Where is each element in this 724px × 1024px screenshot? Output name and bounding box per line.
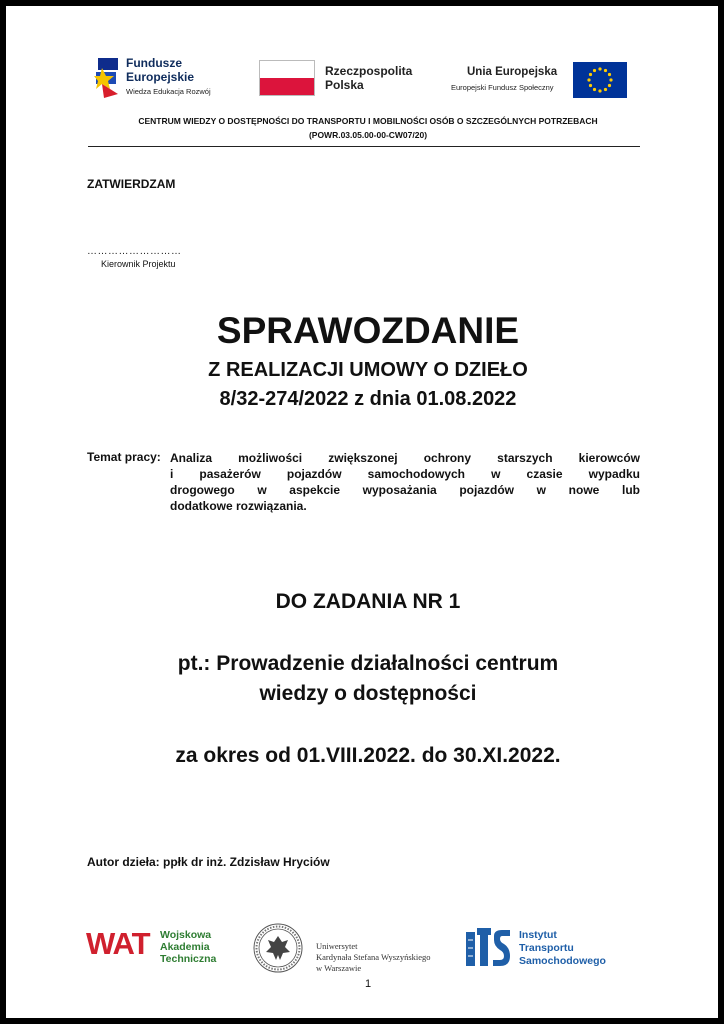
header-divider	[88, 146, 640, 147]
wat-mark: WAT	[86, 926, 150, 961]
rp-line2: Polska	[325, 78, 364, 92]
report-subtitle: Z REALIZACJI UMOWY O DZIEŁO	[208, 359, 528, 381]
topic-line1: Analiza możliwości zwiększonej ochrony starszych kierowców	[170, 451, 640, 465]
fe-star-icon	[94, 54, 120, 100]
wat-line3: Techniczna	[160, 953, 217, 965]
document-page	[6, 6, 718, 1018]
signatory-label: Kierownik Projektu	[101, 259, 176, 269]
uksw-line3: w Warszawie	[316, 963, 362, 973]
its-line2: Transportu	[519, 942, 574, 954]
wat-line2: Akademia	[160, 941, 210, 953]
eu-sub: Europejski Fundusz Społeczny	[451, 83, 554, 92]
fundusze-europejskie-logo	[94, 54, 234, 102]
rzeczpospolita-polska-logo	[259, 60, 429, 100]
contract-number: 8/32-274/2022 z dnia 01.08.2022	[219, 388, 517, 410]
task-period: za okres od 01.VIII.2022. do 30.XI.2022.	[175, 744, 561, 767]
topic-line4: dodatkowe rozwiązania.	[170, 499, 307, 513]
uksw-line1: Uniwersytet	[316, 941, 358, 951]
eu-title: Unia Europejska	[467, 66, 558, 78]
uksw-logo	[252, 922, 452, 978]
topic-text	[170, 450, 640, 514]
fe-logo-line2: Europejskie	[126, 70, 195, 84]
polish-flag-icon	[259, 60, 315, 96]
page-number: 1	[364, 978, 372, 990]
uksw-line2: Kardynała Stefana Wyszyńskiego	[316, 952, 431, 962]
task-heading: DO ZADANIA NR 1	[275, 590, 461, 613]
task-name-line2: wiedzy o dostępności	[259, 682, 477, 705]
topic-line3: drogowego w aspekcie wyposażania pojazdów w nowe lub	[170, 483, 640, 497]
eu-flag-icon	[573, 62, 627, 98]
its-mark-icon	[464, 926, 512, 970]
center-name-line2: (POWR.03.05.00-00-CW07/20)	[308, 130, 428, 140]
task-name-line1: pt.: Prowadzenie działalności centrum	[177, 652, 559, 675]
its-line1: Instytut	[519, 929, 557, 941]
signature-dots: ………………………	[87, 246, 182, 257]
fe-logo-sub: Wiedza Edukacja Rozwój	[126, 87, 211, 96]
topic-label: Temat pracy:	[87, 450, 161, 464]
uksw-seal-icon	[252, 922, 304, 974]
report-title: SPRAWOZDANIE	[216, 310, 520, 351]
rp-line1: Rzeczpospolita	[325, 64, 413, 78]
fe-logo-line1: Fundusze	[126, 56, 182, 70]
center-name-line1: CENTRUM WIEDZY O DOSTĘPNOŚCI DO TRANSPORTU I MOBILNOŚCI OSÓB O SZCZEGÓLNYCH POTRZEBACH	[138, 116, 598, 126]
unia-europejska-logo	[451, 60, 631, 100]
wat-line1: Wojskowa	[160, 929, 212, 941]
its-line3: Samochodowego	[519, 955, 606, 967]
wat-logo	[86, 926, 226, 968]
approval-label: ZATWIERDZAM	[87, 177, 176, 191]
its-logo	[464, 926, 624, 972]
topic-line2: i pasażerów pojazdów samochodowych w czasie wypadku	[170, 467, 640, 481]
author-line: Autor dzieła: ppłk dr inż. Zdzisław Hryciów	[87, 855, 330, 869]
